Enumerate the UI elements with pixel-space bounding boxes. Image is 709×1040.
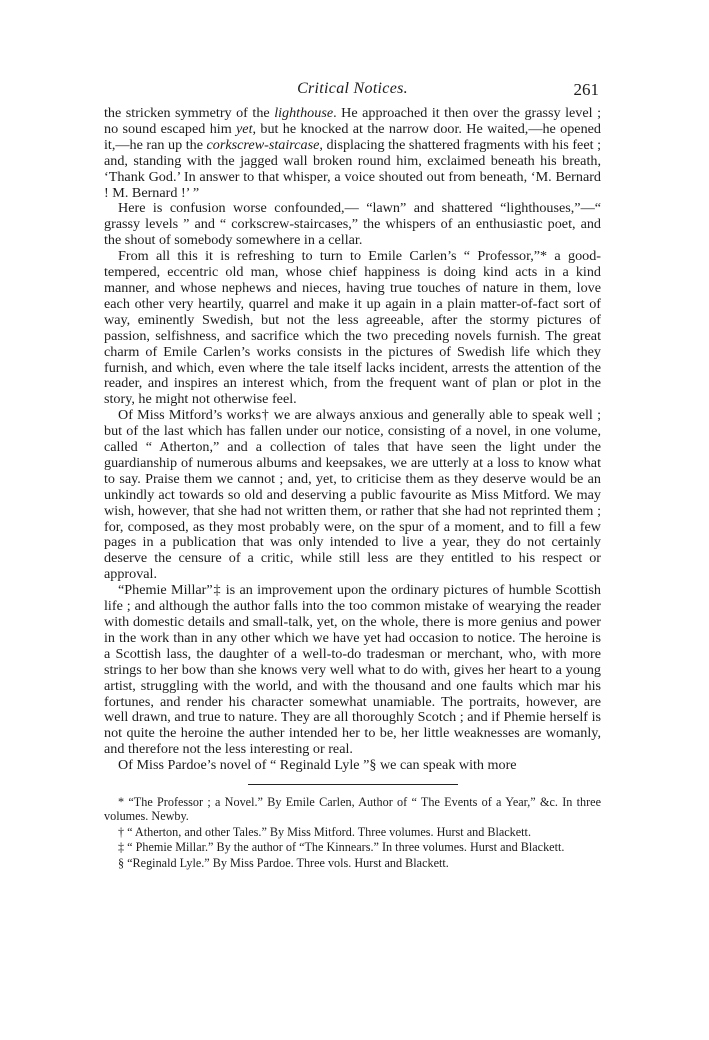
footnote-atherton: † “ Atherton, and other Tales.” By Miss Mitford. Three volumes. Hurst and Blackett.: [118, 824, 531, 839]
text-run: Here is confusion worse confounded,— “lawn” and shattered “lighthouses,”—“ grassy levels ” and “ corkscrew-staircases,” the whispers of an enthusiastic poet, and the shout of somebody somewhere in a cellar.: [104, 200, 601, 249]
italic-text: lighthouse: [274, 105, 334, 121]
text-run: “Phemie Millar”‡ is an improvement upon the ordinary pictures of humble Scottish life ; and although the author falls into the too common mistake of wearying the reader with domestic details and small-talk, yet, on the whole, there is more genius and power in the work than in any other which we have yet had occasion to notice. The heroine is a Scottish lass, the daughter of a well-to-do tradesman or merchant, who, with more strings to her bow than she knows very well what to do with, gives her heart to a young artist, struggling with the world, and with the thousand and one faults which mar his fortunes, and render his character somewhat unamiable. The portraits, however, are well drawn, and true to nature. They are all thoroughly Scotch ; and if Phemie herself is not quite the heroine the auther intended her to be, her little weaknesses are womanly, and therefore not the less interesting or real.: [104, 582, 601, 758]
text-run: Of Miss Mitford’s works† we are always anxious and generally able to speak well ; but of the last which has fallen under our notice, consisting of a novel, in one volume, called “ Atherton,” and a collection of tales that have seen the light under the guardianship of numerous albums and keepsakes, we are utterly at a loss to know what to say. Praise them we cannot ; and, yet, to criticise them as they deserve would be an unkindly act towards so old and deserving a public favourite as Miss Mitford. We may wish, however, that she had not written them, or rather that she had not reprinted them ; for, composed, as they most probably were, on the spur of a moment, and to fill a few pages in a publication that was only intended to live a year, they do not certainly deserve the censure of a critic, while still less are they entitled to his respect or approval.: [104, 407, 601, 583]
body-paragraph: [104, 408, 601, 583]
body-text: [104, 106, 601, 774]
footnote-phemie-millar: ‡ “ Phemie Millar.” By the author of “The Kinnears.” In three volumes. Hurst and Blackett.: [118, 840, 565, 855]
body-paragraph: [104, 583, 601, 758]
footnotes: [104, 795, 601, 870]
body-paragraph: [104, 249, 601, 408]
footnote-reginald-lyle: § “Reginald Lyle.” By Miss Pardoe. Three vols. Hurst and Blackett.: [118, 855, 449, 870]
italic-text: yet: [236, 120, 253, 137]
page-header: [104, 80, 601, 106]
body-paragraph: [104, 106, 601, 201]
text-run: , displacing the shattered fragments with his feet ; and, standing with the jagged wall broken round him, exclaimed beneath his breath, ‘Thank God.’ In answer to that whisper, a voice shouted out from beneath, ‘M. Bernard ! M. Bernard !’ ”: [104, 136, 601, 201]
text-run: Of Miss Pardoe’s novel of “ Reginald Lyle ”§ we can speak with more: [118, 757, 517, 774]
footnote-professor: * “The Professor ; a Novel.” By Emile Carlen, Author of “ The Events of a Year,” &c. In three volumes. Newby.: [104, 795, 601, 824]
text-run: From all this it is refreshing to turn to Emile Carlen’s “ Professor,”* a good-tempered, eccentric old man, whose chief happiness is doing kind acts in a kind manner, and whose nephews and nieces, having true touches of nature in them, love each other very heartily, quarrel and make it up again in a plain matter-of-fact sort of way, eminently Swedish, but not the less agreeable, after the stormy pictures of passion, selfishness, and sacrifice which the two preceding novels furnish. The great charm of Emile Carlen’s works consists in the pictures of Swedish life which they furnish, and which, even where the tale itself lacks incident, arrests the attention of the reader, and inspires an interest which, from the frequent want of plan or plot in the story, he might not otherwise feel.: [104, 248, 601, 408]
text-run: the stricken symmetry of the: [104, 105, 275, 121]
book-page: [104, 80, 601, 870]
running-title: Critical Notices.: [297, 80, 408, 97]
page-number: 261: [573, 80, 599, 99]
text-run: . He approached it then over the grassy level ; no sound escaped him: [104, 105, 601, 137]
body-paragraph: [104, 758, 601, 774]
italic-text: corkscrew-staircase: [206, 136, 320, 153]
footnote-divider: [248, 784, 458, 785]
text-run: , but he knocked at the narrow door. He waited,—he opened it,—he ran up the: [104, 120, 601, 153]
body-paragraph: [104, 201, 601, 249]
